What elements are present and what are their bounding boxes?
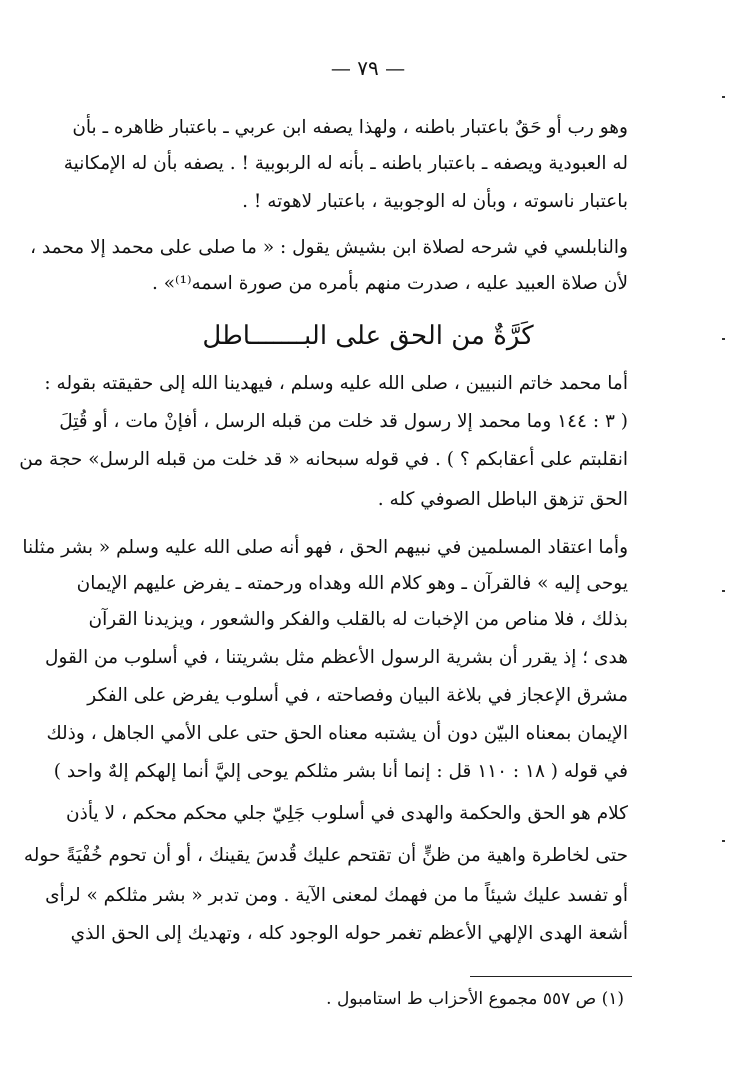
margin-mark bbox=[722, 96, 725, 98]
text-line: وهو رب أو حَقٌ باعتبار باطنه ، ولهذا يصفه ابن عربي ـ باعتبار ظاهره ـ بأن bbox=[72, 117, 628, 138]
text-line: باعتبار ناسوته ، وبأن له الوجوبية ، باعتبار لاهوته ! . bbox=[242, 191, 628, 212]
text-line: يوحى إليه » فالقرآن ـ وهو كلام الله وهداه ورحمته ـ يفرض عليهم الإيمان bbox=[76, 573, 628, 594]
text-line: أشعة الهدى الإلهي الأعظم تغمر حوله الوجود كله ، وتهديك إلى الحق الذي bbox=[70, 923, 628, 944]
text-line: لأن صلاة العبيد عليه ، صدرت منهم بأمره من صورة اسمه⁽¹⁾» . bbox=[151, 273, 628, 294]
section-heading: كَرَّةٌ من الحق على البـــــــاطل bbox=[202, 321, 534, 351]
text-line: والنابلسي في شرحه لصلاة ابن بشيش يقول : « ما صلى على محمد إلا محمد ، bbox=[30, 237, 628, 258]
text-line: وأما اعتقاد المسلمين في نبيهم الحق ، فهو أنه صلى الله عليه وسلم « بشر مثلنا bbox=[22, 537, 628, 558]
text-line: حتى لخاطرة واهية من ظنٍّ أن تقتحم عليك قُدسَ يقينك ، أو أن تحوم خُفْيَةً حوله bbox=[23, 845, 628, 866]
margin-mark bbox=[722, 590, 725, 592]
text-line: هدى ؛ إذ يقرر أن بشرية الرسول الأعظم مثل بشريتنا ، في أسلوب من القول bbox=[45, 647, 628, 668]
text-line: مشرق الإعجاز في بلاغة البيان وفصاحته ، في أسلوب يفرض على الفكر bbox=[87, 685, 628, 706]
footnote-divider bbox=[470, 976, 632, 977]
text-line: في قوله ( ١٨ : ١١٠ قل : إنما أنا بشر مثلكم يوحى إليَّ أنما إلهكم إلهٌ واحد ) bbox=[53, 761, 628, 782]
margin-mark bbox=[722, 338, 725, 340]
text-line: أو تفسد عليك شيئاً ما من فهمك لمعنى الآية . ومن تدبر « بشر مثلكم » لرأى bbox=[45, 885, 628, 906]
text-line: أما محمد خاتم النبيين ، صلى الله عليه وسلم ، فيهدينا الله إلى حقيقته بقوله : bbox=[44, 373, 628, 394]
text-line: الحق تزهق الباطل الصوفي كله . bbox=[377, 489, 628, 510]
page-number: — ٧٩ — bbox=[330, 56, 406, 80]
text-line: بذلك ، فلا مناص من الإخبات له بالقلب والفكر والشعور ، ويزيدنا القرآن bbox=[88, 609, 628, 630]
text-line: الإيمان بمعناه البيّن دون أن يشتبه معناه الحق حتى على الأمي الجاهل ، وذلك bbox=[46, 723, 628, 744]
text-line: له العبودية ويصفه ـ باعتبار باطنه ـ بأنه له الربوبية ! . يصفه بأن له الإمكانية bbox=[63, 153, 628, 174]
text-line: انقلبتم على أعقابكم ؟ ) . في قوله سبحانه « قد خلت من قبله الرسل» حجة من bbox=[19, 449, 628, 470]
text-line: ( ٣ : ١٤٤ وما محمد إلا رسول قد خلت من قبله الرسل ، أفإنْ مات ، أو قُتِلَ bbox=[59, 411, 628, 432]
margin-mark bbox=[722, 840, 725, 842]
text-line: كلام هو الحق والحكمة والهدى في أسلوب جَلِيّ جلي محكم محكم ، لا يأذن bbox=[66, 803, 628, 824]
footnote: (١) ص ٥٥٧ مجموع الأحزاب ط استامبول . bbox=[326, 989, 624, 1009]
